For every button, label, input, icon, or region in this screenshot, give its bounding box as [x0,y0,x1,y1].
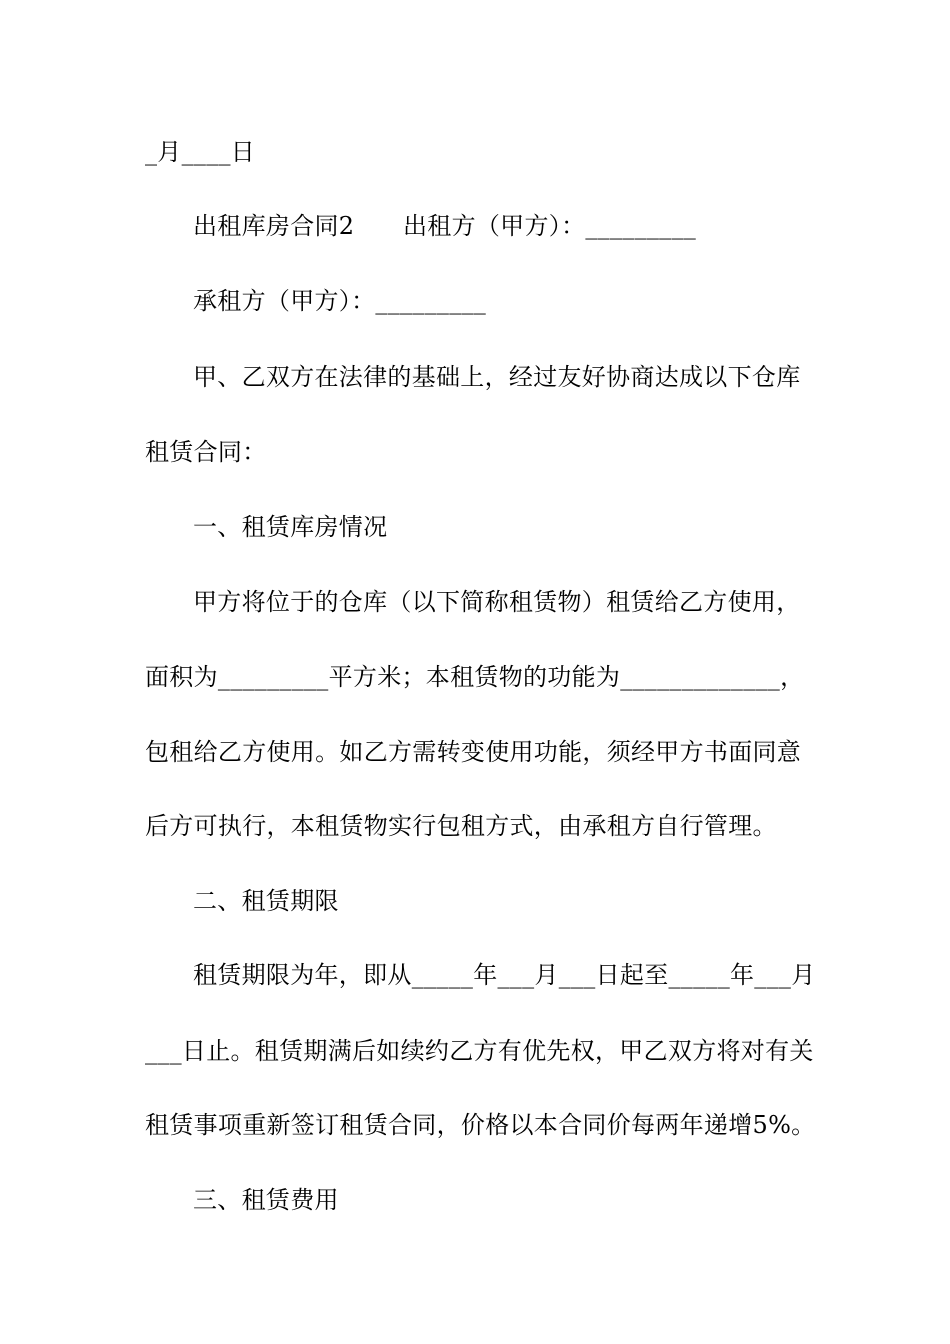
date-fragment-line: _月____日 [145,138,256,166]
section2-line-2: ___日止。租赁期满后如续约乙方有优先权，甲乙双方将对有关 [145,1037,814,1065]
contract-title-line: 出租库房合同2 出租方（甲方）：_________ [193,212,697,240]
preamble-line-2: 租赁合同： [145,438,267,466]
section-heading-2: 二、租赁期限 [193,887,339,915]
section1-line-1: 甲方将位于的仓库（以下简称租赁物）租赁给乙方使用， [193,588,801,616]
section-heading-3: 三、租赁费用 [193,1186,339,1214]
preamble-line-1: 甲、乙双方在法律的基础上，经过友好协商达成以下仓库 [193,363,801,391]
section1-line-4: 后方可执行，本租赁物实行包租方式，由承租方自行管理。 [145,812,777,840]
section2-line-1: 租赁期限为年，即从_____年___月___日起至_____年___月 [193,961,816,989]
section1-line-2: 面积为_________平方米；本租赁物的功能为_____________， [145,663,805,691]
lessee-line: 承租方（甲方）：_________ [193,287,487,315]
section1-line-3: 包租给乙方使用。如乙方需转变使用功能，须经甲方书面同意 [145,738,802,766]
section-heading-1: 一、租赁库房情况 [193,513,388,541]
section2-line-3: 租赁事项重新签订租赁合同，价格以本合同价每两年递增5%。 [145,1111,816,1139]
